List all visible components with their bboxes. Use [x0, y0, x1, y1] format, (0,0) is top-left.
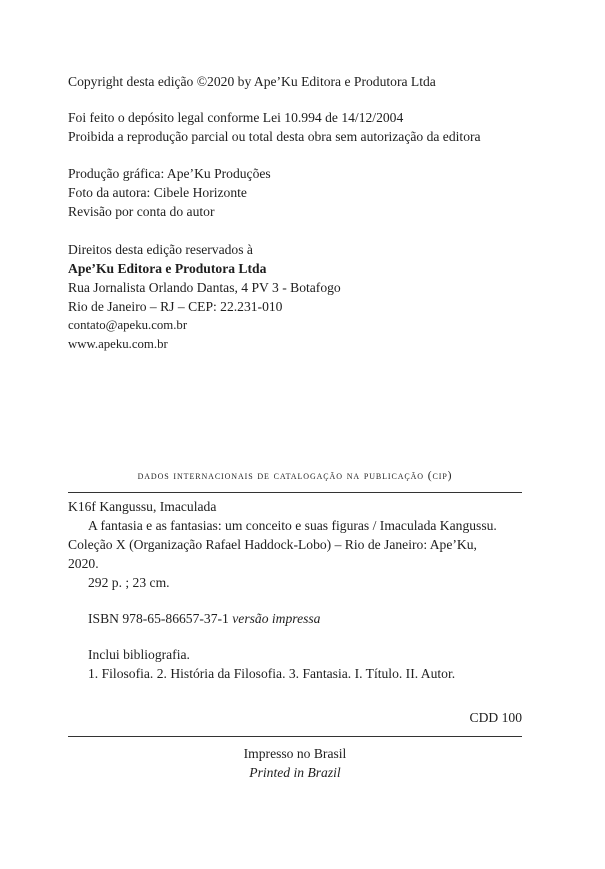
cip-isbn-line	[68, 609, 522, 628]
cip-isbn-note: versão impressa	[232, 611, 321, 626]
credits-block	[68, 164, 538, 221]
cip-collection-year: 2020.	[68, 556, 99, 571]
cip-pages: 292 p. ; 23 cm.	[88, 575, 170, 590]
cip-author-line: K16f Kangussu, Imaculada	[68, 499, 217, 514]
cip-bottom-rule	[68, 736, 522, 737]
publisher-name: Ape’Ku Editora e Produtora Ltda	[68, 261, 267, 276]
address-city: Rio de Janeiro – RJ – CEP: 22.231-010	[68, 299, 283, 314]
cip-top-rule	[68, 492, 522, 493]
cip-bibliography: Inclui bibliografia.	[88, 647, 190, 662]
copyright-block	[68, 72, 538, 91]
cip-collection-line: Coleção X (Organização Rafael Haddock-Lobo) – Rio de Janeiro: Ape’Ku,	[68, 537, 477, 552]
cip-title-line: A fantasia e as fantasias: um conceito e suas figuras / Imaculada Kangussu.	[88, 518, 497, 533]
cip-cdd: CDD 100	[469, 710, 522, 725]
cip-spacer	[68, 628, 522, 645]
contact-email: contato@apeku.com.br	[68, 318, 188, 332]
rights-intro: Direitos desta edição reservados à	[68, 242, 253, 257]
copyright-line: Copyright desta edição ©2020 by Ape’Ku Editora e Produtora Ltda	[68, 74, 436, 89]
cip-spacer	[68, 592, 522, 609]
address-street: Rua Jornalista Orlando Dantas, 4 PV 3 - Botafogo	[68, 280, 341, 295]
cip-record	[68, 497, 522, 683]
cip-heading: dados internacionais de catalogação na publicação (cip)	[137, 469, 453, 482]
legal-deposit-line: Foi feito o depósito legal conforme Lei 10.994 de 14/12/2004	[68, 110, 404, 125]
legal-block	[68, 108, 538, 146]
photo-credit: Foto da autora: Cibele Horizonte	[68, 185, 247, 200]
production-credit: Produção gráfica: Ape’Ku Produções	[68, 166, 271, 181]
cip-subjects: 1. Filosofia. 2. História da Filosofia. 3. Fantasia. I. Título. II. Autor.	[88, 666, 456, 681]
revision-credit: Revisão por conta do autor	[68, 204, 215, 219]
printed-en: Printed in Brazil	[249, 765, 341, 780]
cip-isbn: ISBN 978-65-86657-37-1	[88, 611, 229, 626]
legal-prohibition-line: Proibida a reprodução parcial ou total desta obra sem autorização da editora	[68, 129, 481, 144]
website: www.apeku.com.br	[68, 337, 168, 351]
printed-in-block	[68, 744, 522, 782]
printed-pt: Impresso no Brasil	[243, 746, 347, 761]
rights-block	[68, 240, 538, 354]
